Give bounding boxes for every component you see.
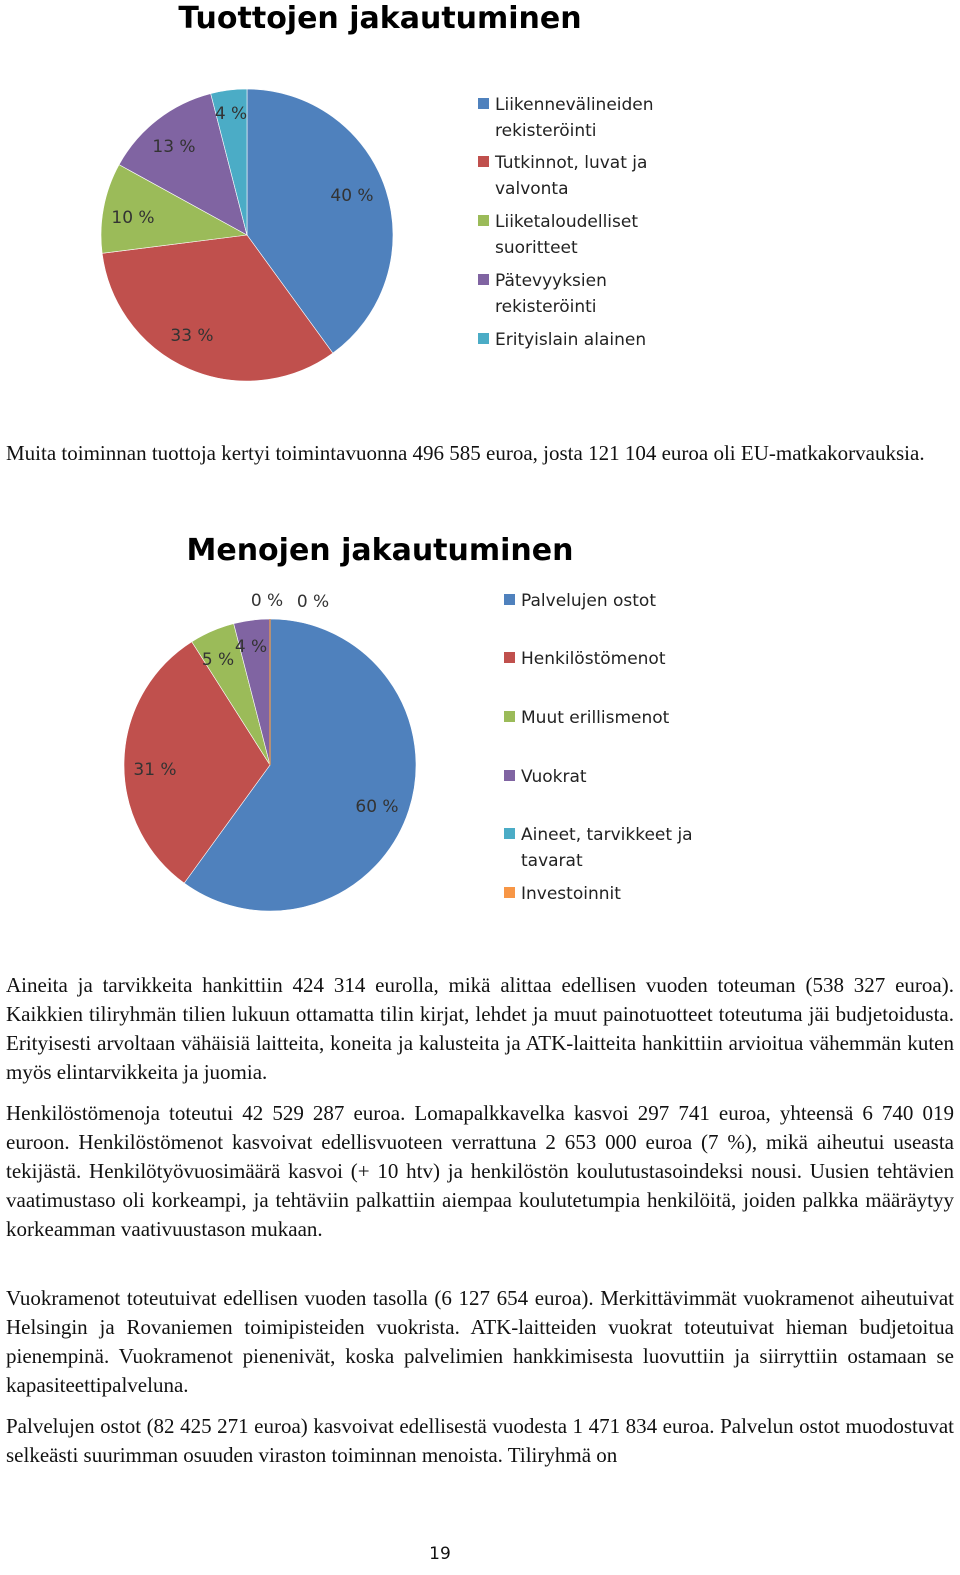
page-number: 19: [429, 1544, 451, 1564]
legend-label: Palvelujen ostot: [521, 591, 656, 611]
slice-data-label: 0 %: [296, 592, 330, 612]
legend-label: Liikennevälineiden: [495, 95, 654, 115]
slice-data-label: 10 %: [111, 208, 155, 228]
expense-pie-chart: [0, 520, 960, 930]
legend-label: Muut erillismenot: [521, 708, 670, 728]
legend-label: rekisteröinti: [495, 297, 597, 317]
legend-label: suoritteet: [495, 238, 578, 258]
legend-swatch: [478, 156, 489, 167]
slice-data-label: 4 %: [214, 104, 248, 124]
legend-label: Erityislain alainen: [495, 330, 647, 350]
paragraph-materials: Aineita ja tarvikkeita hankittiin 424 314 eurolla, mikä alittaa edellisen vuoden toteuman (538 327 euroa). Kaikkien tiliryhmän tilien lukuun ottamatta tilin kirjat, lehdet ja muut painotuotteet toteutuma jäi budjetoidusta. Erityisesti arvoltaan vähäisiä laitteita, koneita ja kalusteita ja ATK-laitteita hankittiin arvioitua vähemmän kuten myös elintarvikkeita ja juomia.: [6, 973, 954, 1084]
slice-data-label: 13 %: [152, 137, 196, 157]
slice-data-label: 40 %: [330, 186, 374, 206]
slice-data-label: 0 %: [250, 591, 284, 611]
legend-swatch: [504, 594, 515, 605]
chart-title: Tuottojen jakautuminen: [178, 1, 582, 36]
legend-swatch: [504, 770, 515, 781]
paragraph-rent: Vuokramenot toteutuivat edellisen vuoden tasolla (6 127 654 euroa). Merkittävimmät vuokramenot aiheutuivat Helsingin ja Rovaniemen toimipisteiden vuokrista. ATK-laitteiden vuokrat toteutuivat hieman budjetoitua pienempinä. Vuokramenot pienenivät, koska palvelimien hankkimisesta luovuttiin ja siirryttiin ostamaan se kapasiteettipalveluna.: [6, 1286, 954, 1397]
slice-data-label: 31 %: [133, 760, 177, 780]
revenue-pie-chart: [0, 0, 960, 400]
legend-swatch: [504, 887, 515, 898]
legend-swatch: [504, 652, 515, 663]
legend-label: Investoinnit: [521, 884, 621, 904]
slice-data-label: 5 %: [201, 650, 235, 670]
legend-label: Vuokrat: [521, 767, 587, 787]
legend-label: Liiketaloudelliset: [495, 212, 638, 232]
legend-swatch: [478, 274, 489, 285]
legend-label: Tutkinnot, luvat ja: [495, 153, 648, 173]
legend-label: rekisteröinti: [495, 121, 597, 141]
legend-swatch: [504, 828, 515, 839]
legend-swatch: [478, 98, 489, 109]
legend-label: Pätevyyksien: [495, 271, 607, 291]
slice-data-label: 60 %: [355, 797, 399, 817]
legend-label: valvonta: [495, 179, 569, 199]
legend-label: Henkilöstömenot: [521, 649, 666, 669]
paragraph-personnel: Henkilöstömenoja toteutui 42 529 287 euroa. Lomapalkkavelka kasvoi 297 741 euroa, yhteensä 6 740 019 euroon. Henkilöstömenot kasvoivat edellisvuoteen verrattuna 2 653 000 euroa (7 %), mikä aiheutui useasta tekijästä. Henkilötyövuosimäärä kasvoi (+ 10 htv) ja henkilöstön koulutustasoindeksi nousi. Uusien tehtävien vaatimustaso oli korkeampi, ja tehtäviin palkattiin aiempaa koulutetumpia henkilöitä, joiden palkka määräytyy korkeamman vaativuustason mukaan.: [6, 1101, 954, 1241]
legend-swatch: [504, 711, 515, 722]
legend-swatch: [478, 333, 489, 344]
slice-data-label: 4 %: [234, 637, 268, 657]
paragraph-services: Palvelujen ostot (82 425 271 euroa) kasvoivat edellisestä vuodesta 1 471 834 euroa. Palvelun ostot muodostuvat selkeästi suurimman osuuden viraston toiminnan menoista. Tiliryhmä on: [6, 1414, 954, 1467]
legend-label: tavarat: [521, 851, 583, 871]
paragraph-other-revenue: Muita toiminnan tuottoja kertyi toimintavuonna 496 585 euroa, josta 121 104 euroa oli EU-matkakorvauksia.: [6, 441, 925, 465]
chart-title: Menojen jakautuminen: [186, 533, 574, 568]
legend-swatch: [478, 215, 489, 226]
slice-data-label: 33 %: [170, 326, 214, 346]
legend-label: Aineet, tarvikkeet ja: [521, 825, 693, 845]
